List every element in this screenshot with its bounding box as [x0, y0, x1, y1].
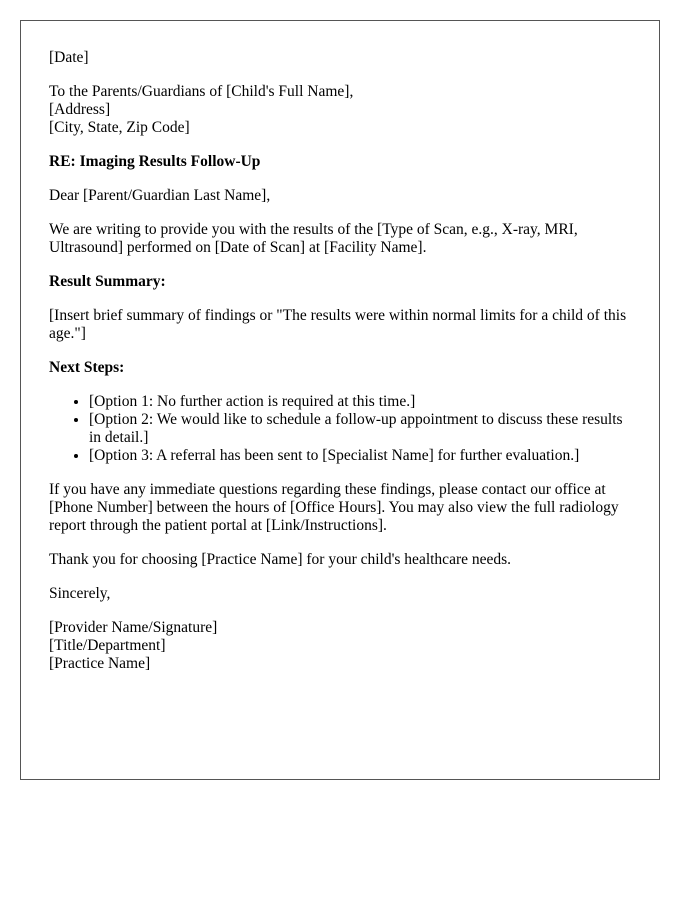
- letter-subject: RE: Imaging Results Follow-Up: [49, 153, 261, 170]
- signature-provider: [Provider Name/Signature]: [49, 619, 218, 636]
- next-steps-heading: Next Steps:: [49, 359, 125, 376]
- letter-intro: We are writing to provide you with the results of the [Type of Scan, e.g., X-ray, MRI, Ultrasound] performed on [Date of Scan] at [Facility Name].: [49, 221, 578, 256]
- letter-closing: Sincerely,: [49, 585, 111, 602]
- next-steps-list: [49, 393, 631, 465]
- signature-title: [Title/Department]: [49, 637, 166, 654]
- recipient-address: [Address]: [49, 101, 111, 118]
- letter-page: [20, 20, 660, 780]
- thanks-paragraph: Thank you for choosing [Practice Name] for your child's healthcare needs.: [49, 551, 512, 568]
- recipient-city: [City, State, Zip Code]: [49, 119, 190, 136]
- contact-paragraph: If you have any immediate questions regarding these findings, please contact our office at [Phone Number] between the hours of [Office Hours]. You may also view the full radiology report through the patient portal at [Link/Instructions].: [49, 481, 619, 534]
- result-summary-body: [Insert brief summary of findings or "The results were within normal limits for a child of this age."]: [49, 307, 627, 342]
- result-summary-heading: Result Summary:: [49, 273, 166, 290]
- next-step-item: • [Option 2: We would like to schedule a follow-up appointment to discuss these results in detail.]: [89, 411, 631, 447]
- signature-block: [49, 619, 631, 673]
- letter-salutation: Dear [Parent/Guardian Last Name],: [49, 187, 271, 204]
- recipient-name: To the Parents/Guardians of [Child's Full Name],: [49, 83, 354, 100]
- letter-date: [Date]: [49, 49, 89, 66]
- recipient-block: [49, 83, 631, 137]
- next-step-item: • [Option 1: No further action is required at this time.]: [89, 393, 631, 411]
- signature-practice: [Practice Name]: [49, 655, 151, 672]
- next-step-item: • [Option 3: A referral has been sent to [Specialist Name] for further evaluation.]: [89, 447, 631, 465]
